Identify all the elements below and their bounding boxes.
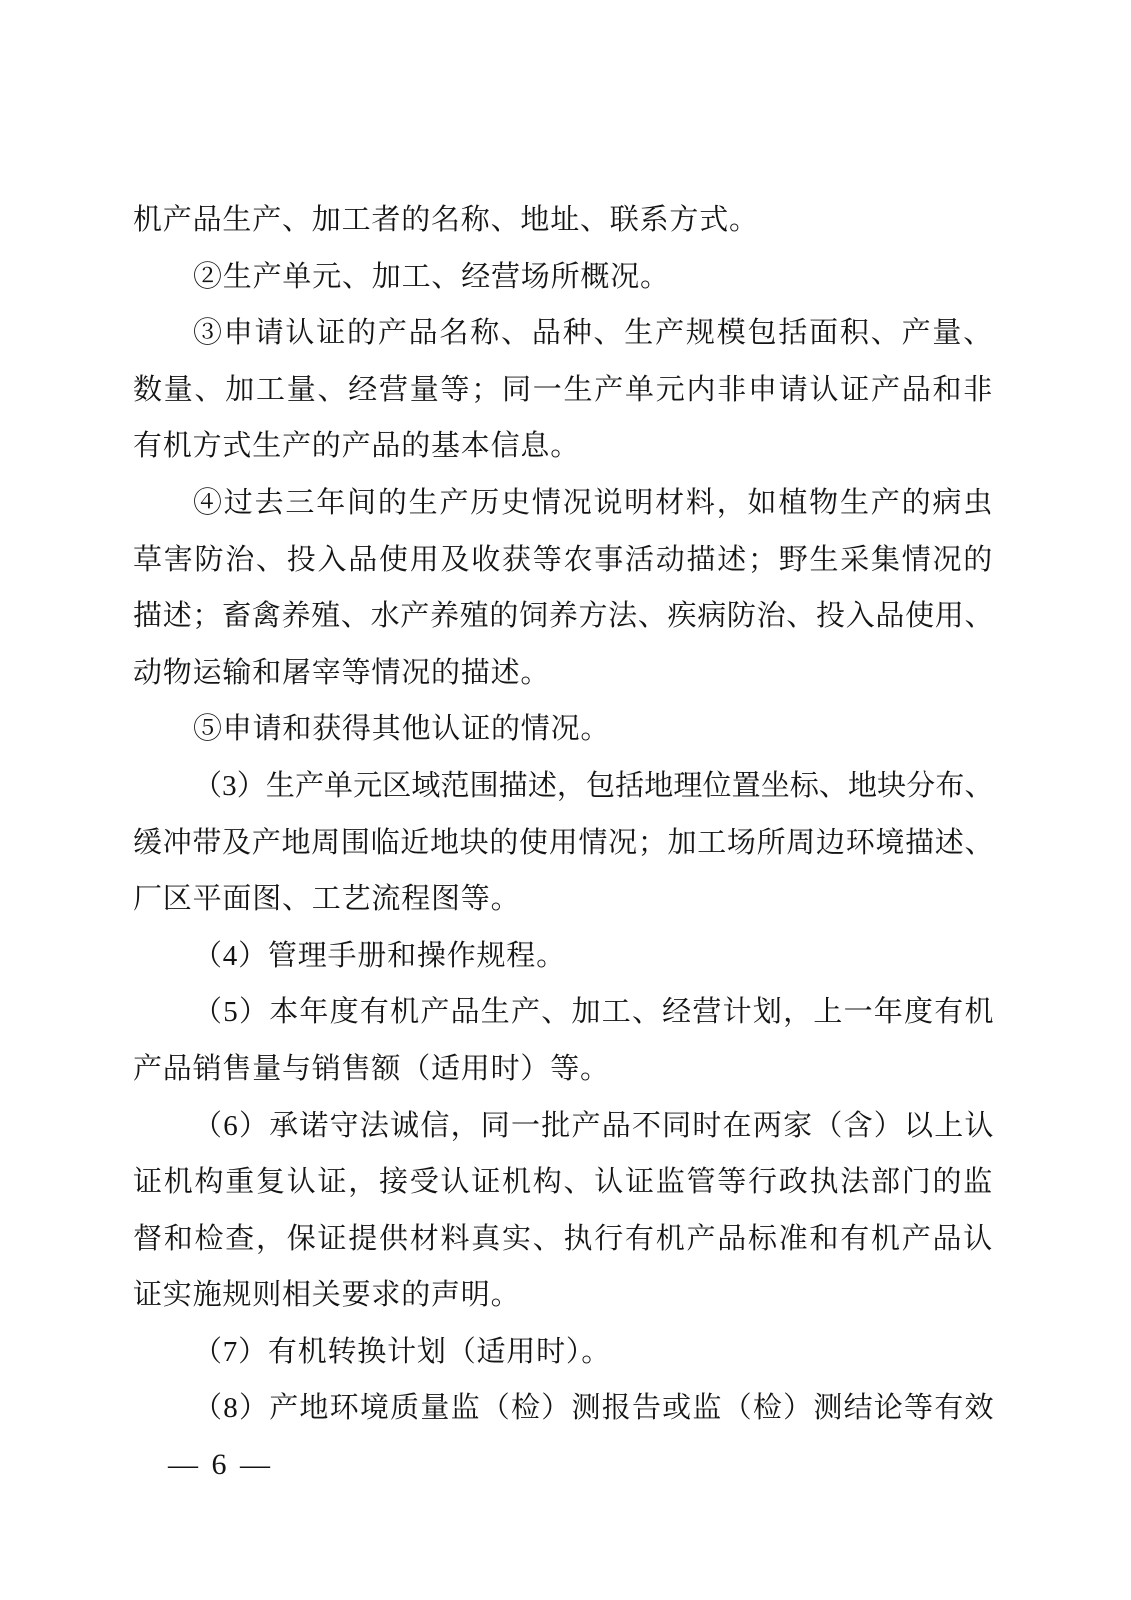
text-line: 缓冲带及产地周围临近地块的使用情况；加工场所周边环境描述、 <box>133 826 993 859</box>
text-line: ②生产单元、加工、经营场所概况。 <box>193 260 670 293</box>
text-line: 督和检查，保证提供材料真实、执行有机产品标准和有机产品认 <box>133 1222 993 1255</box>
text-line: （6）承诺守法诚信，同一批产品不同时在两家（含）以上认 <box>193 1109 993 1142</box>
text-line: 机产品生产、加工者的名称、地址、联系方式。 <box>133 204 759 236</box>
text-line: 厂区平面图、工艺流程图等。 <box>133 883 521 916</box>
text-line: ④过去三年间的生产历史情况说明材料，如植物生产的病虫 <box>193 486 993 519</box>
page-number: — 6 — <box>168 1448 271 1481</box>
text-line: 动物运输和屠宰等情况的描述。 <box>133 656 551 689</box>
text-line: ③申请认证的产品名称、品种、生产规模包括面积、产量、 <box>193 317 993 350</box>
text-line: 产品销售量与销售额（适用时）等。 <box>133 1052 610 1085</box>
text-line: （5）本年度有机产品生产、加工、经营计划，上一年度有机 <box>193 996 993 1029</box>
text-line: 数量、加工量、经营量等；同一生产单元内非申请认证产品和非 <box>133 373 993 406</box>
text-line: 有机方式生产的产品的基本信息。 <box>133 430 581 463</box>
text-line: 证实施规则相关要求的声明。 <box>133 1279 521 1312</box>
text-line: 证机构重复认证，接受认证机构、认证监管等行政执法部门的监 <box>133 1166 993 1199</box>
text-line: （7）有机转换计划（适用时）。 <box>193 1335 612 1368</box>
text-line: （8）产地环境质量监（检）测报告或监（检）测结论等有效 <box>193 1392 993 1425</box>
document-body <box>133 192 993 1437</box>
text-line: 草害防治、投入品使用及收获等农事活动描述；野生采集情况的 <box>133 543 993 576</box>
text-line: （3）生产单元区域范围描述，包括地理位置坐标、地块分布、 <box>193 769 993 802</box>
text-line: ⑤申请和获得其他认证的情况。 <box>193 713 611 746</box>
text-line: 描述；畜禽养殖、水产养殖的饲养方法、疾病防治、投入品使用、 <box>133 600 993 633</box>
text-line: （4）管理手册和操作规程。 <box>193 939 566 972</box>
